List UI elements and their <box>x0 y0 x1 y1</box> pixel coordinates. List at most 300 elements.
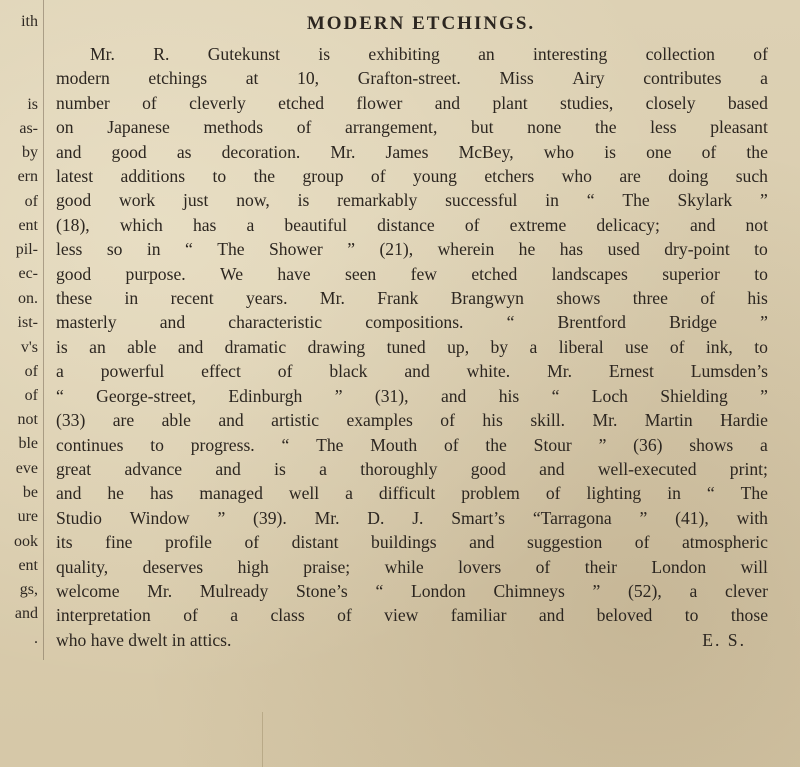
word: lovers <box>458 556 502 577</box>
word: but <box>471 117 494 138</box>
word: an <box>478 44 495 64</box>
word: up, <box>447 336 470 357</box>
paper-crease <box>262 712 263 767</box>
word: delicacy; <box>596 214 660 235</box>
word: will <box>740 556 768 577</box>
word: Ernest <box>608 361 654 382</box>
word: Edinburgh <box>228 385 303 406</box>
word: a <box>246 214 255 235</box>
article-line <box>56 286 768 310</box>
word: effect <box>201 361 241 382</box>
word: Loch <box>591 385 628 406</box>
word: compositions. <box>365 312 464 333</box>
left-column-fragment: of <box>24 363 38 380</box>
word: a <box>56 361 64 382</box>
left-column-fragment: on. <box>18 290 38 307</box>
word: “ <box>551 385 560 406</box>
word: London <box>411 580 466 601</box>
word: buildings <box>371 532 437 553</box>
word: view <box>384 605 419 626</box>
word: young <box>412 166 457 187</box>
word: print; <box>729 458 768 479</box>
word: George-street, <box>96 385 196 406</box>
word: Brentford <box>557 312 626 333</box>
left-column-fragment: as- <box>19 120 38 137</box>
word: decoration. <box>221 141 301 162</box>
word: group <box>302 166 344 187</box>
word: those <box>730 605 768 626</box>
word: and <box>689 214 716 235</box>
word: few <box>410 263 437 284</box>
word: problem <box>461 483 520 504</box>
word: lighting <box>586 483 642 504</box>
article-line <box>56 555 768 579</box>
word: Frank <box>377 288 419 309</box>
word: by <box>490 336 509 357</box>
word: black <box>329 361 368 382</box>
left-column-fragment: ble <box>18 435 38 452</box>
word: Mr. <box>319 288 345 309</box>
word: Mr. <box>592 410 618 431</box>
article-body <box>56 42 768 652</box>
word: ” <box>760 385 768 406</box>
word: profile <box>165 532 212 553</box>
word: collection <box>645 44 715 64</box>
word: has <box>559 239 584 260</box>
word: Gutekunst <box>207 44 281 64</box>
word: beautiful <box>284 214 347 235</box>
word: Japanese <box>107 117 170 138</box>
word: difficult <box>378 483 436 504</box>
word: good <box>56 190 92 211</box>
word: of <box>701 141 717 162</box>
word: three <box>632 288 668 309</box>
word: 10, <box>297 68 320 89</box>
word: which <box>119 214 163 235</box>
word: “ <box>375 580 384 601</box>
left-column-fragment: gs, <box>19 581 38 598</box>
word: additions <box>120 166 186 187</box>
word: and <box>218 410 244 431</box>
word: is <box>274 458 286 479</box>
left-column-fragment: ec- <box>18 265 38 282</box>
word: his <box>498 385 520 406</box>
word: of <box>296 117 312 138</box>
article-line <box>56 91 768 115</box>
word: Martin <box>644 410 693 431</box>
word: to <box>754 263 768 284</box>
word: drawing <box>307 336 366 357</box>
word: number <box>56 92 110 113</box>
word: of <box>337 605 352 626</box>
left-column-fragment: ist- <box>17 314 38 331</box>
word: fine <box>105 532 133 553</box>
word: such <box>735 166 768 187</box>
left-column-fragment: ern <box>17 168 38 185</box>
word: closely <box>645 92 696 113</box>
word: “ <box>56 385 64 406</box>
word: Shower <box>269 239 323 260</box>
left-column-fragment: . <box>34 630 38 647</box>
word: liberal <box>558 336 604 357</box>
author-signature: E. S. <box>702 629 746 650</box>
word: have <box>277 263 311 284</box>
article-line <box>56 335 768 359</box>
word: a <box>319 458 327 479</box>
word: the <box>485 434 507 455</box>
word: its <box>56 532 73 553</box>
word: and <box>434 92 461 113</box>
word: contributes <box>643 68 722 89</box>
word: in <box>667 483 681 504</box>
word: good <box>111 141 147 162</box>
word: quality, <box>56 556 109 577</box>
word: exhibiting <box>368 44 440 64</box>
word: able <box>161 410 191 431</box>
word: flower <box>356 92 403 113</box>
article-line <box>56 310 768 334</box>
word: Chimneys <box>493 580 565 601</box>
word: is <box>604 141 616 162</box>
word: Mouth <box>370 434 418 455</box>
word: powerful <box>100 361 165 382</box>
word: and <box>469 532 495 553</box>
article-line <box>56 408 768 432</box>
left-column-fragment: ith <box>21 13 38 30</box>
article-line <box>56 481 768 505</box>
word: arrangement, <box>345 117 438 138</box>
article-line <box>56 188 768 212</box>
word: etched <box>278 92 325 113</box>
left-column-fragment: v's <box>20 339 38 356</box>
left-column-fragment: not <box>17 411 38 428</box>
article-line <box>56 433 768 457</box>
word: the <box>595 117 617 138</box>
word: of <box>545 483 561 504</box>
word: a <box>760 434 768 455</box>
word: is <box>297 190 310 211</box>
word: Mr. <box>90 44 115 64</box>
word: Bridge <box>669 312 717 333</box>
word: plant <box>492 92 528 113</box>
word: so <box>106 239 123 260</box>
word: with <box>736 507 768 528</box>
word: modern <box>56 68 110 89</box>
word: The <box>622 190 650 211</box>
word: The <box>740 483 768 504</box>
word: well-executed <box>597 458 697 479</box>
word: superior <box>662 263 720 284</box>
word: ink, <box>705 336 733 357</box>
word: skill. <box>530 410 566 431</box>
word: of <box>440 410 455 431</box>
word: and <box>404 361 430 382</box>
word: methods <box>203 117 264 138</box>
word: progress. <box>190 434 255 455</box>
article-line <box>56 66 768 90</box>
word: thoroughly <box>360 458 438 479</box>
left-column-fragment: be <box>22 484 38 501</box>
word: of <box>244 532 260 553</box>
word: in <box>545 190 559 211</box>
word: etchings <box>148 68 208 89</box>
article-line <box>56 42 768 66</box>
word: suggestion <box>526 532 603 553</box>
word: who <box>561 166 592 187</box>
word: on <box>56 117 74 138</box>
word: Mr. <box>330 141 356 162</box>
word: The <box>316 434 344 455</box>
word: class <box>270 605 305 626</box>
word: dramatic <box>224 336 287 357</box>
word: London <box>651 556 707 577</box>
word: are <box>619 166 641 187</box>
word: James <box>385 141 429 162</box>
word: a <box>345 483 353 504</box>
word: of <box>464 214 480 235</box>
word: Lumsden’s <box>690 361 768 382</box>
word: a <box>689 580 698 601</box>
word: ” <box>598 434 607 455</box>
word: and <box>177 336 204 357</box>
word: extreme <box>509 214 567 235</box>
word: distance <box>377 214 435 235</box>
article-line <box>56 384 768 408</box>
word: Hardie <box>720 410 768 431</box>
adjacent-column-fragments <box>0 0 40 767</box>
word: ” <box>217 507 226 528</box>
word: “ <box>706 483 715 504</box>
word: examples <box>346 410 413 431</box>
left-column-fragment: of <box>24 193 38 210</box>
word: he <box>107 483 124 504</box>
word: less <box>56 239 83 260</box>
word: wherein <box>437 239 495 260</box>
word: has <box>192 214 217 235</box>
word: as <box>176 141 192 162</box>
word: the <box>746 141 768 162</box>
word: and <box>215 458 241 479</box>
word: of <box>753 44 768 64</box>
article-line <box>56 506 768 530</box>
word: an <box>89 336 106 357</box>
word: and <box>159 312 186 333</box>
word: to <box>684 605 699 626</box>
word: (52), <box>628 580 662 601</box>
article-line <box>56 628 768 652</box>
word: just <box>182 190 209 211</box>
word: “ <box>506 312 515 333</box>
left-column-fragment: ure <box>17 508 38 525</box>
word: We <box>220 263 244 284</box>
word: none <box>527 117 562 138</box>
word: of <box>277 361 293 382</box>
word: are <box>112 410 135 431</box>
article-line <box>56 262 768 286</box>
word: (41), <box>675 507 709 528</box>
word: recent <box>170 288 214 309</box>
word: good <box>470 458 506 479</box>
word: to <box>754 239 768 260</box>
word: good <box>56 263 92 284</box>
word: to <box>150 434 164 455</box>
word: Brangwyn <box>450 288 524 309</box>
word: landscapes <box>551 263 628 284</box>
word: studies, <box>560 92 614 113</box>
word: Mr. <box>547 361 572 382</box>
word: shows <box>556 288 601 309</box>
word: ” <box>760 312 768 333</box>
left-column-fragment: ent <box>18 557 38 574</box>
word: etched <box>471 263 518 284</box>
word: remarkably <box>337 190 418 211</box>
word: atmospheric <box>681 532 768 553</box>
word: (21), <box>379 239 414 260</box>
word: of <box>634 532 650 553</box>
word: (36) <box>633 434 663 455</box>
article <box>56 12 768 652</box>
word: characteristic <box>228 312 323 333</box>
word: beloved <box>596 605 653 626</box>
word: interpretation <box>56 605 151 626</box>
word: welcome <box>56 580 120 601</box>
word: The <box>217 239 245 260</box>
article-line <box>56 164 768 188</box>
word: white. <box>466 361 511 382</box>
word: a <box>760 68 768 89</box>
word: praise; <box>303 556 351 577</box>
word: Airy <box>572 68 605 89</box>
word: advance <box>124 458 183 479</box>
word: of <box>183 605 198 626</box>
word: and <box>56 483 82 504</box>
word: well <box>288 483 320 504</box>
word: Shielding <box>660 385 728 406</box>
word: use <box>625 336 649 357</box>
word: of <box>443 434 459 455</box>
left-column-fragment: pil- <box>15 241 38 258</box>
word: etchers <box>484 166 535 187</box>
word: (31), <box>374 385 409 406</box>
article-line <box>56 237 768 261</box>
article-line <box>56 579 768 603</box>
word: these <box>56 288 93 309</box>
article-line <box>56 530 768 554</box>
word: continues <box>56 434 124 455</box>
word: used <box>607 239 640 260</box>
word: Miss <box>499 68 534 89</box>
word: (33) <box>56 410 86 431</box>
word: Stone’s <box>295 580 348 601</box>
article-line <box>56 603 768 627</box>
word: and <box>538 605 565 626</box>
word: his <box>482 410 503 431</box>
column-rule <box>43 0 44 660</box>
article-line <box>56 140 768 164</box>
article-line <box>56 213 768 237</box>
word: ” <box>639 507 648 528</box>
word: dry-point <box>664 239 730 260</box>
word: masterly <box>56 312 117 333</box>
word: their <box>584 556 617 577</box>
word: D. <box>367 507 385 528</box>
word: distant <box>291 532 339 553</box>
word: Mr. <box>314 507 340 528</box>
word: shows <box>689 434 734 455</box>
word: who <box>543 141 575 162</box>
word: has <box>149 483 174 504</box>
word: McBey, <box>458 141 514 162</box>
word: successful <box>445 190 518 211</box>
word: artistic <box>271 410 320 431</box>
word: Grafton-street. <box>357 68 461 89</box>
left-column-fragment: ent <box>18 217 38 234</box>
word: based <box>727 92 768 113</box>
word: managed <box>199 483 263 504</box>
word: (39). <box>253 507 287 528</box>
word: in <box>124 288 139 309</box>
word: of <box>142 92 157 113</box>
word: and <box>440 385 467 406</box>
word: his <box>747 288 768 309</box>
word: years. <box>246 288 288 309</box>
word: “ <box>281 434 290 455</box>
word: Studio <box>56 507 102 528</box>
word: “ <box>185 239 193 260</box>
word: of <box>370 166 386 187</box>
word: able <box>127 336 157 357</box>
word: Window <box>129 507 190 528</box>
word: of <box>669 336 685 357</box>
word: in <box>146 239 161 260</box>
word: clever <box>724 580 768 601</box>
article-line <box>56 457 768 481</box>
article-line <box>56 359 768 383</box>
word: a <box>529 336 538 357</box>
word: a <box>230 605 239 626</box>
word: Mulready <box>199 580 269 601</box>
word: of <box>700 288 715 309</box>
word: doing <box>668 166 709 187</box>
article-headline: MODERN ETCHINGS. <box>306 13 536 34</box>
left-column-fragment: ook <box>14 533 38 550</box>
word: Mr. <box>147 580 173 601</box>
word: and <box>539 458 565 479</box>
word: ” <box>592 580 601 601</box>
word: is <box>56 336 68 357</box>
word: tuned <box>386 336 426 357</box>
word: pleasant <box>710 117 768 138</box>
word: (18), <box>56 214 90 235</box>
word: R. <box>153 44 170 64</box>
word: while <box>384 556 424 577</box>
left-column-fragment: of <box>24 387 38 404</box>
word: Stour <box>533 434 572 455</box>
word: Smart’s <box>451 507 506 528</box>
left-column-fragment: is <box>27 96 38 113</box>
word: of <box>535 556 551 577</box>
word: and <box>56 141 82 162</box>
word: familiar <box>450 605 507 626</box>
word: ” <box>760 190 768 211</box>
word: J. <box>412 507 424 528</box>
word: one <box>646 141 672 162</box>
word: latest <box>56 166 94 187</box>
word: purpose. <box>125 263 186 284</box>
word: at <box>245 68 259 89</box>
word: now, <box>236 190 270 211</box>
word: is <box>318 44 331 64</box>
